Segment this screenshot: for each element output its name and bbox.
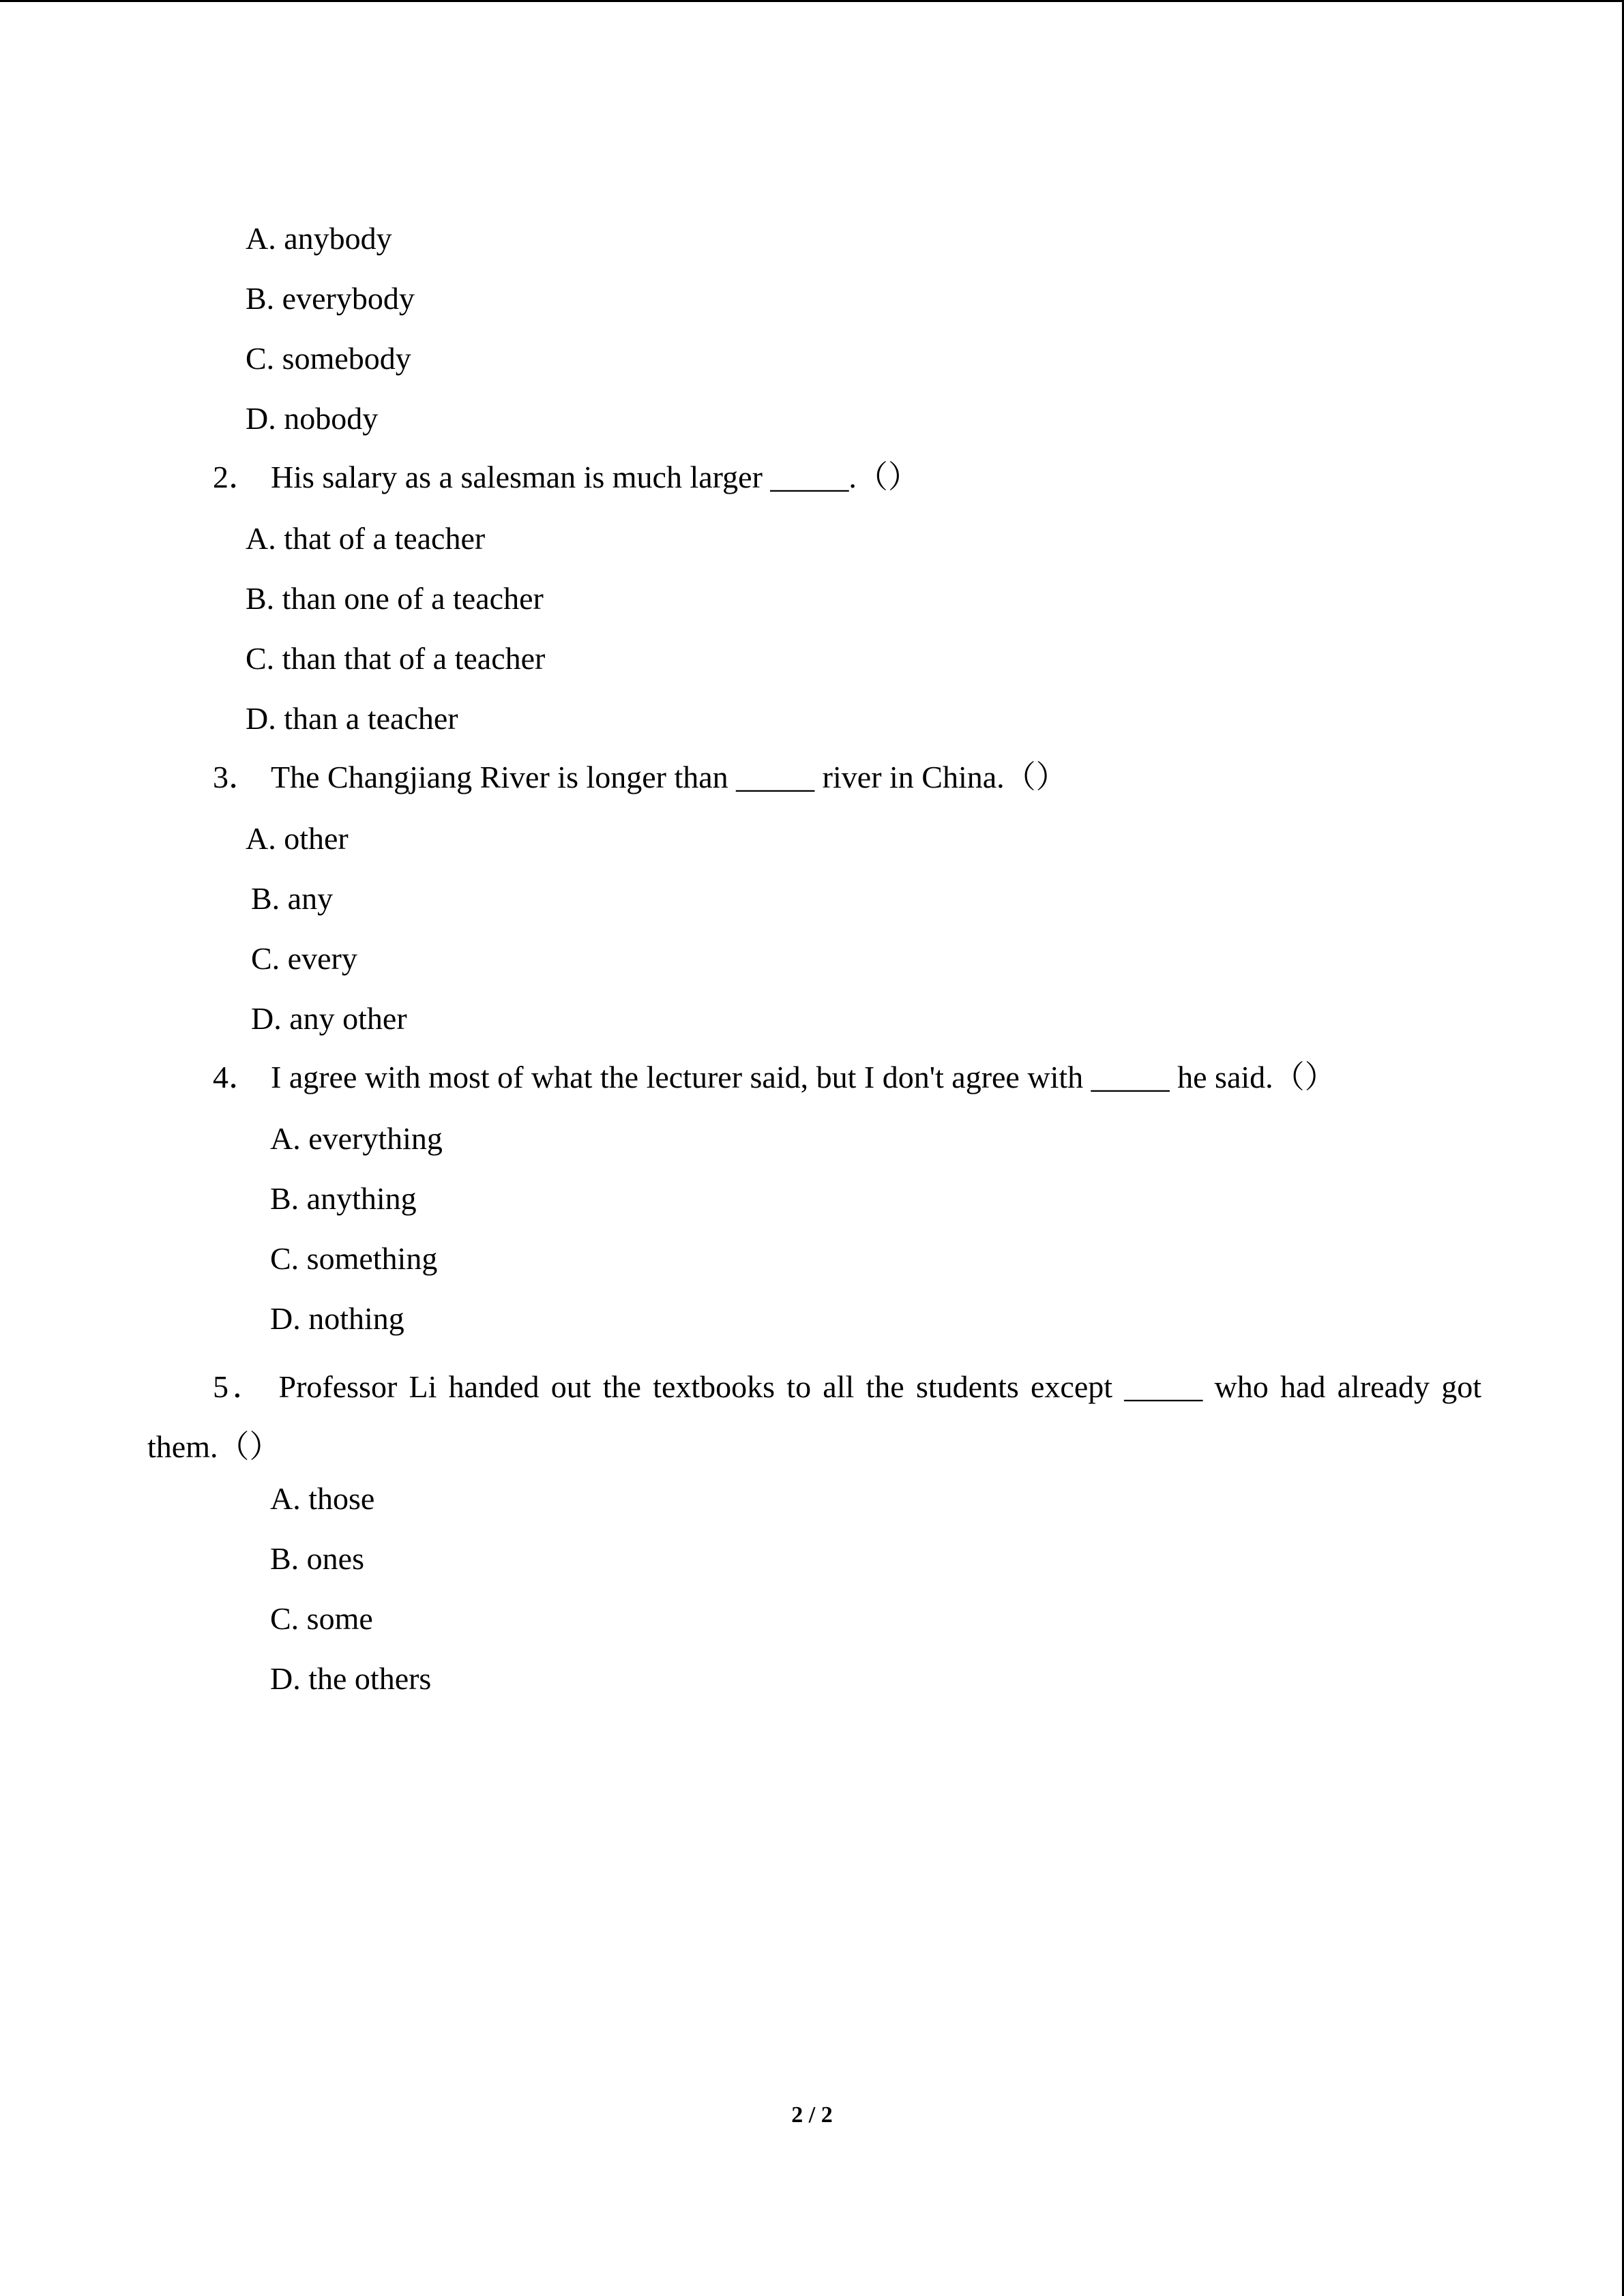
page-number: 2 / 2 — [791, 2102, 833, 2128]
question-number: 3． — [213, 760, 260, 794]
option-3c: C. every — [251, 941, 357, 976]
question-text: I agree with most of what the lecturer said, but I don't agree with _____ he said.（） — [271, 1060, 1336, 1094]
page-border-top — [0, 0, 1624, 2]
option-4d: D. nothing — [270, 1301, 404, 1336]
option-3d: D. any other — [251, 1001, 407, 1036]
question-5-stem — [147, 1357, 1481, 1477]
option-1b: B. everybody — [246, 281, 415, 316]
question-text: His salary as a salesman is much larger _____.（） — [271, 460, 919, 494]
option-1c: C. somebody — [246, 341, 411, 376]
option-5d: D. the others — [270, 1661, 432, 1696]
option-1a: A. anybody — [246, 221, 392, 256]
question-number: 4． — [213, 1060, 260, 1094]
question-3-stem — [213, 757, 1067, 798]
option-3b: B. any — [251, 881, 334, 916]
question-4-stem — [213, 1057, 1336, 1098]
option-2c: C. than that of a teacher — [246, 641, 546, 676]
question-2-stem — [213, 457, 919, 498]
option-1d: D. nobody — [246, 401, 379, 436]
option-2b: B. than one of a teacher — [246, 581, 544, 616]
question-text: Professor Li handed out the textbooks to all the students except _____ who had already got them.（） — [147, 1369, 1481, 1464]
option-5b: B. ones — [270, 1541, 364, 1576]
question-number: 2． — [213, 460, 260, 494]
option-5c: C. some — [270, 1601, 373, 1636]
option-4a: A. everything — [270, 1121, 443, 1156]
option-4b: B. anything — [270, 1181, 417, 1216]
option-3a: A. other — [246, 821, 349, 856]
option-5a: A. those — [270, 1481, 375, 1516]
option-4c: C. something — [270, 1241, 438, 1276]
question-number: 5． — [213, 1369, 268, 1404]
option-2d: D. than a teacher — [246, 701, 458, 736]
option-2a: A. that of a teacher — [246, 521, 486, 556]
question-text: The Changjiang River is longer than _____ river in China.（） — [271, 760, 1067, 794]
